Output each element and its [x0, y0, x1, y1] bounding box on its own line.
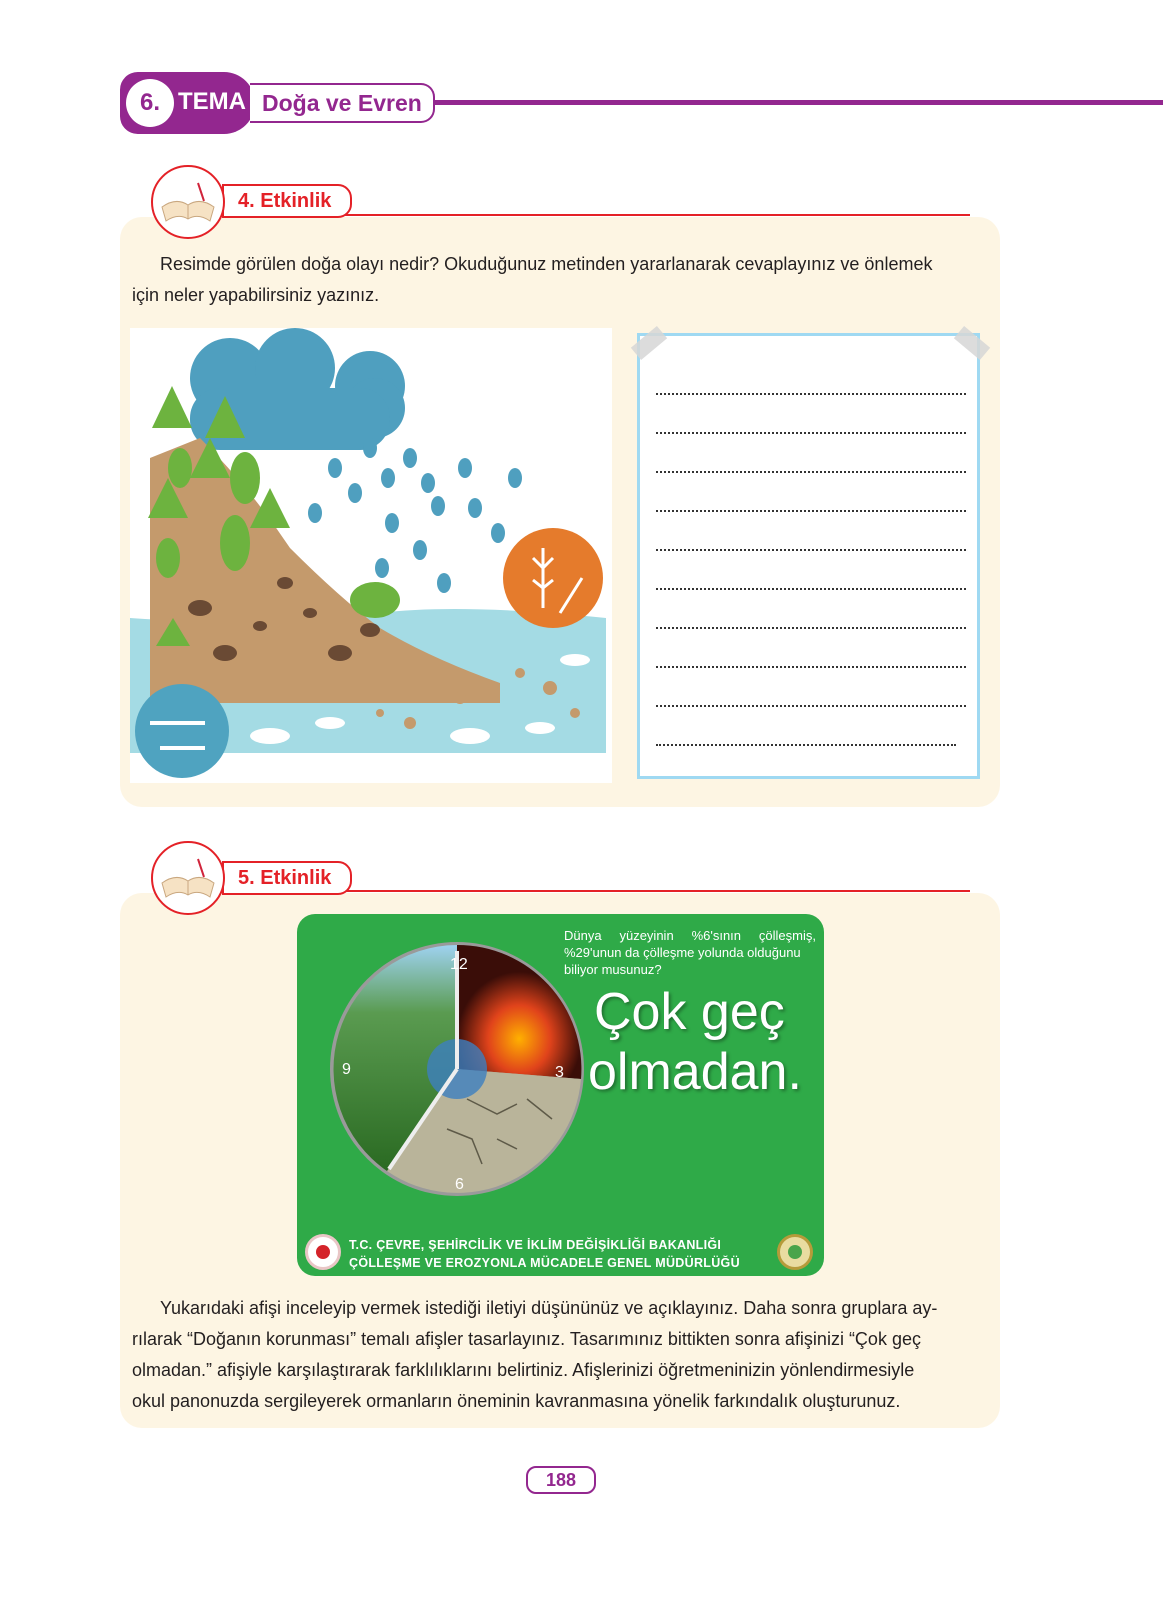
theme-header-line: [430, 100, 1163, 105]
clock-9: 9: [342, 1061, 351, 1078]
activity-4-label: 4. Etkinlik: [222, 184, 352, 218]
clock-6: 6: [455, 1176, 464, 1193]
book-icon: [151, 165, 225, 239]
answer-line[interactable]: [656, 510, 966, 512]
answer-line[interactable]: [656, 432, 966, 434]
theme-word: TEMA: [178, 88, 246, 115]
answer-line[interactable]: [656, 705, 966, 707]
directorate-logo: [777, 1234, 813, 1270]
activity-4-prompt: Resimde görülen doğa olayı nedir? Okuduğunuz metinden yararlanarak cevaplayınız ve önlemek: [160, 254, 933, 274]
activity-4-line: [340, 214, 970, 216]
answer-line[interactable]: [656, 393, 966, 395]
plant-shovel-icon: [503, 528, 603, 628]
ministry-name: T.C. ÇEVRE, ŞEHİRCİLİK VE İKLİM DEĞİŞİKLİĞİ BAKANLIĞI ÇÖLLEŞME VE EROZYONLA MÜCADELE GENEL MÜDÜRLÜĞÜ: [349, 1238, 740, 1270]
answer-line[interactable]: [656, 744, 956, 746]
activity-5-instructions: Yukarıdaki afişi inceleyip vermek istediği iletiyi düşününüz ve açıklayınız. Daha sonra gruplara ay- rılarak “Doğanın korunması” temalı afişler tasarlayınız. Tasarımınız bittikten sonra afişinizi “Çok geç olmadan.” afişiyle karşılaştırarak farklılıklarını belirtiniz. Afişlerinizi öğretmeninizin yönlendirmesiyle okul panonuzda sergileyerek ormanların öneminin kavranmasına yönelik farkındalık oluşturunuz.: [132, 1298, 938, 1411]
dead-fish-icon: [135, 684, 229, 778]
clock-3: 3: [555, 1064, 564, 1081]
poster-fact: Dünya yüzeyinin %6'sının çölleşmiş, %29'unun da çölleşme yolunda olduğunu biliyor musunuz?: [564, 928, 816, 977]
answer-line[interactable]: [656, 471, 966, 473]
theme-number: 6.: [126, 79, 174, 127]
activity-4-prompt-cont: için neler yapabilirsiniz yazınız.: [132, 285, 380, 305]
answer-box[interactable]: [637, 333, 980, 779]
answer-line[interactable]: [656, 588, 966, 590]
erosion-illustration: [130, 328, 612, 783]
activity-5-label: 5. Etkinlik: [222, 861, 352, 895]
answer-line[interactable]: [656, 549, 966, 551]
poster-slogan: Çok geç olmadan.: [588, 983, 802, 1101]
raindrops: [308, 438, 522, 593]
activity-5-line: [340, 890, 970, 892]
ministry-logo: [305, 1234, 341, 1270]
book-icon: [151, 841, 225, 915]
answer-line[interactable]: [656, 666, 966, 668]
answer-line[interactable]: [656, 627, 966, 629]
desertification-poster: [297, 914, 824, 1276]
clock-12: 12: [450, 956, 468, 973]
page-number: 188: [526, 1466, 596, 1494]
theme-title: Doğa ve Evren: [250, 83, 435, 123]
clock-image: [327, 939, 587, 1199]
